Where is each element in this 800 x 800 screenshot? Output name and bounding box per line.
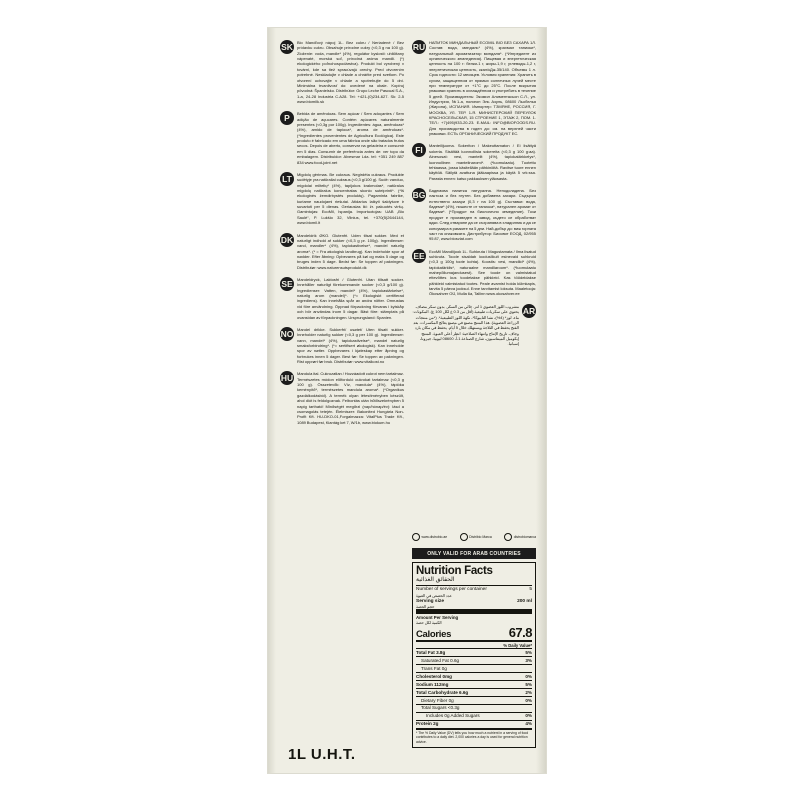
nutrition-title: Nutrition Facts <box>416 565 493 577</box>
daily-value-header: % Daily Value* <box>503 642 532 648</box>
ingredient-text: Bio Mandľový nápoj 1L. Bez cukru / Neriadené / Bez prídavku cukru. Obsahuje prírodne cukry (<0,3 g na 100 g). Zloženie: voda, mandle* (4%), regulátor kyslosti: uhličitany vápenaté, morská soľ, prírodná aróma mandlí. (*) ekologického poľnohospodárstva). Produkt bol vyrobený v továrni, kde sa tiež spracúvajú orechy. Pred otvorením potrebné. Neskladujte v chlade a chráňte pred svetlom. Po otvorení uchovajte v chlade a spotrebujte do 5 dní. Minimálna trvanlivosť do: uvedené na obale. Kopíruj pôvodná: Španielsko. Distribútor: Grupo Leche Pascual S.A., 1-a, 24-28 Industria C.A28. Tel: +421-(0)234-627. Sk: 2-5 www.biomilk.sk <box>297 40 404 104</box>
language-block-ee <box>412 249 536 297</box>
country-code-badge: HU <box>280 373 294 384</box>
language-block-hu <box>280 371 404 425</box>
language-block-lt <box>280 172 404 226</box>
ingredient-text: Migdolų gėrimas. Be cukraus. Negirdėta cukraus. Produkte sudėtyje yra natūraliai cukraus (<0,3 g/100 g). Sudė: vanduo, migdolai miltelių* (4%), tapijokos krakmolas*, natūralus migdolų natūralus koncentratas skonio suteiprinti*. (*Iš ekologinės žemdirbystės produktų). Pagaminta fabrike, kuriame naudojami riešutai. Atidarius laikyti šaldytuve ir suvartoti per 5 dienas. Geriausias iki: žr. pakuotės viršų. Gamintojas: EcoMil, Ispanija. Importuotojas: UAB „Bio Saulė“, P. Lukšio 32, Vilnius, tel. +370(5)2644144, www.biomil.lt <box>297 171 404 226</box>
language-block-p <box>280 111 404 165</box>
ingredient-text: EcoMil Mandlijook 1L. Suhkruta / Magustamata / Ilma lisatud suhkruta. Toode sisaldab looduslikult esinevaid suhkruid (<0,3 g 100g toote kohta). Koostis: vesi, mandlid* (4%), tapiokatärklis*, naturaalne mandliaroom*. (*luomulaatu mahepõllumajandusest). See toode on valmistatud ettevõttes kus toodetakse pähkleid. Kas töödeldakse pähkleid valmistatud tootes. Peale avamist hoida külmkapis, tarvita 5 päeva jooksul. Enne tarvitamist loksuta. Maaletooja: Ökosahver OÜ, Mulla 6a, Tallinn www.okosahver.ee <box>429 248 536 297</box>
serving-size-value: 200 ml <box>517 598 532 604</box>
nutrition-title-arabic: الحقائق الغذائية <box>416 577 455 584</box>
volume-label: 1L U.H.T. <box>288 746 356 763</box>
product-carton-panel <box>268 28 546 773</box>
nutrient-label: Includes 0g Added Sugars <box>426 713 480 719</box>
distributor-logo-label: www.distrobio.ae <box>421 535 448 539</box>
right-language-column <box>412 40 536 354</box>
nutrient-dv: 5% <box>525 681 532 687</box>
country-code-badge: FI <box>412 143 426 157</box>
ingredient-text: Бадемова напитка натурална. Неподсладена. Без лактоза и без глутен. Без добавена захари. Съдържа естествено захари (0,3 г на 100 g). Съставки: вода, бадеми* (4%), нишесте от тапиока*, натурален аромат от бадеми*. (*Продукт на биологично земеделие). Този продукт е произведен в завод, където се обработват ядки. След отваряне да се съхранява в хладилник и да се консумира в рамките на 5 дни. Най-добър до: виж горната част на опаковката. Дистрибутор: Биосвят ЕООД, 02/955 95 87, www.biosviat.com <box>429 187 536 242</box>
ingredient-text: Bebida de amêndoas. Sem açúcar / Sem adoçantes / Sem adição de açucares. Contém açúcares naturalmente presentes (<0,3g por 100g). Ingredientes: água, amêndoas* (4%), amido de tapioca*, aroma de amêndoas*. (*Ingredientes provenientes de Agricultura Ecológica). Este produto é fabricado em uma fábrica onde são tratados frutos secos. Depois de aberto, conservar na geladeira e consumir em 5 dias. Consumir de preferência antes de: ver topo da embalagem. Distribuidor: Alvesmar Lda. tel: +351 249 887 834 www.food-joint.net <box>297 111 404 165</box>
nutrient-dv: 0% <box>525 697 532 703</box>
serving-size-row <box>416 598 532 605</box>
nutrient-row <box>416 713 532 720</box>
nutrient-label: Sodium 112mg <box>416 681 449 687</box>
country-code-badge: NO <box>280 328 294 339</box>
servings-per-container-value: 5 <box>529 587 532 593</box>
language-block-sk <box>280 40 404 104</box>
serving-size-arabic: حجم الحصة <box>416 605 435 610</box>
nutrient-dv: 5% <box>525 650 532 656</box>
nutrient-label: Protein 2g <box>416 721 439 727</box>
nutrient-row <box>416 673 532 680</box>
language-block-dk <box>280 233 404 271</box>
leaf-icon <box>460 533 468 541</box>
distributor-logo-3 <box>504 533 536 541</box>
nutrition-footnote: * The % Daily Value (DV) tells you how much a nutrient in a serving of food contributes to a daily diet. 2,000 calories a day is used for general nutrition advice. <box>416 731 529 744</box>
calories-label: Calories <box>416 629 452 641</box>
arab-countries-banner: ONLY VALID FOR ARAB COUNTRIES <box>412 548 536 559</box>
nutrient-dv: 0% <box>525 713 532 719</box>
nutrient-row <box>416 657 532 664</box>
servings-per-container-arabic: عدد الحصص في العبوة <box>416 593 452 598</box>
instagram-icon <box>504 533 512 541</box>
country-code-badge: EE <box>413 250 425 261</box>
nutrient-dv: 2% <box>525 689 532 695</box>
nutrient-dv: 4% <box>525 721 532 727</box>
country-code-badge: SK <box>281 42 293 52</box>
nutrient-label: Total Fat 3.8g <box>416 650 446 656</box>
ingredient-text: Mandula ital. Cukrozatlan / Hozzáadott cukrot nem tartalmaz. Természetes módon előforduló cukrokat tartalmaz (<0,3 g 100 g). Összetevők: Víz, mandula* (4%), tápióka keményítő*, természetes mandula aroma*. (*Organikus gazdálkodásból). A termék olyan létesítményben készült, ahol diót is feldolgoznak. Felbontás után hűtőszekrényben 5 napig tartható! Minőségét megőrzi (nap/hónap/év): lásd a csomagolás tetején. Élelmiszer: Bakonited Hungária Non-Profit Kft. HU-DKO-01,Forgalmazza: VitalPlus Trade Kft., 1089 Budapest, Kiantág ket 7, W/1b, www.biokum.hu <box>297 371 404 425</box>
nutrient-dv: 3% <box>525 657 532 663</box>
distributor-logo-label: Distribio Marca <box>469 535 492 539</box>
country-code-badge: BG <box>412 189 426 200</box>
amount-per-serving-label: Amount Per Serving <box>416 615 459 621</box>
nutrient-label: Total Sugars <0.3g <box>421 705 460 711</box>
ingredient-text: Mandeldrik ØKO. Glutenfri. Uden tilsat sukker. Med et naturligt indhold af sukker (<0,3 g pr. 100g). Ingredienser: vand, mandler* (4%), tapiokastivelse*, mandel naturlig aroma*. (* = Fra økologisk landbrug). Kan indeholde spor af nødder. Efter åbning: Opbevares på køl og maks 5 dage og bruges inden 5 dage. Bedst før: Se toppen af pakningen. Distributør: www.naturensutsprodukt.dk <box>297 232 404 270</box>
ingredient-text: مشروب اللوز العضوي 1 لتر. خالي من السكر. بدون سكر مضاف. يحتوي على سكريات طبيعية (أقل من 0.3 غ لكل 100 غ). المكونات: ماء، لوز* (4%)، نشا التابيوكا*، نكهة اللوز الطبيعية*. (*من منتجات الزراعة العضوية). هذا المنتج مصنع في مصنع يعالج المكسرات. بعد الفتح يحفظ في الثلاجة ويستهلك خلال 5 أيام. يحفظ في مكان بارد وجاف. تاريخ الإنتاج وانتهاء الصلاحية: انظر أعلى العبوة. المنتج: إيكوميل ألمينتاسيون، شارع الصناعة 1-أ، 08600 ليوبيا، جيرونا، إسبانيا. <box>412 303 519 347</box>
nutrient-label: Trans Fat 0g <box>421 665 447 671</box>
nutrient-row <box>416 697 532 704</box>
distributor-logo-1 <box>412 533 447 541</box>
nutrient-row <box>416 649 532 656</box>
nutrient-row <box>416 665 532 672</box>
left-language-column <box>280 40 404 432</box>
nutrient-label: Total Carbohydrate 6.6g <box>416 689 469 695</box>
distributor-logo-2 <box>460 533 492 541</box>
country-code-badge: AR <box>522 305 536 316</box>
ingredient-text: Mandel drikke. Sukkerfri/ usøtet/ Uten tilsatt sukker. Inneholder naturlig sukker (<0,3 g per 100 g). Ingredienser: vann, mandel* (4%), tapiokastivelse*, mandel naturlig smaksforbindring*. (*= sertifisert økologisk). Kan inneholde spor av nøtter. Oppbevares i kjøleskap etter åpning og forbrukes innen 5 dager. Best før: Se toppen av pakningen. Rist opprørt før bruk. Distributør: www.vitalkost.no <box>297 326 404 365</box>
nutrient-row <box>416 681 532 688</box>
nutrient-label: Dietary Fiber 0g <box>421 697 454 703</box>
globe-icon <box>412 533 420 541</box>
language-block-ar <box>412 304 536 347</box>
language-block-ru <box>412 40 536 136</box>
nutrient-dv: 0% <box>525 673 532 679</box>
nutrient-row <box>416 689 532 696</box>
language-block-bg <box>412 188 536 242</box>
amount-per-serving-arabic: الكمية لكل حصة <box>416 621 442 626</box>
serving-size-label: Serving size <box>416 598 444 604</box>
country-code-badge: SE <box>281 279 293 290</box>
nutrient-label: Cholesterol 0mg <box>416 673 452 679</box>
country-code-badge: RU <box>412 42 426 52</box>
ingredient-text: Mandeldryck, Laktosfri / Glutenfri. Utan tillsatt socker. Innehåller naturligt förekommande socker (<0,3 g/100 g). Ingredienser: Vatten, mandel* (4%), tapiokastärkelse*, naturlig arom (mandel)*. (*= Ekologiskt certifierad ingrediens). Kan innehålla spår av andra nötter. Omrustas vid före användning. Öppnad förpackning förvaras i kylskåp och bör användas inom 5 dagar. Bäst före: stämplats på ovansidan av förpackningen. Ursprungsland: Spanien. <box>297 277 404 320</box>
language-block-fi <box>412 143 536 181</box>
ingredient-text: Manteilijuoma. Sokeriton / Makeuttamaton / Ei lisättyä sokeria. Sisältää luonnollisia sokereita (<0,3 g 100 g:aa). Ainesosat: vesi, mantelit (4%), tapiokatärkkelys*, luonnollinen mantelinaromi*. (*luomulaatu). Tuotettu tehtaassa, jossa käsitellään pähkinöitä. Ravitse tuore ennen käyttöä. Säilytä avattuna jääkaapissa ja käytä 5 vrk:ssa. Parasta ennen: katso pakkauksen yläosasta. <box>429 143 536 181</box>
servings-per-container-row <box>416 586 532 593</box>
nutrient-label: Saturated Fat 0.6g <box>421 657 460 663</box>
calories-row <box>416 625 532 640</box>
language-block-se <box>280 277 404 320</box>
nutrient-row <box>416 705 532 712</box>
nutrient-row <box>416 721 532 728</box>
ingredient-text: НАПИТОК МИНДАЛЬНЫЙ ECOMIL BIO БЕЗ САХАРА 1Л. Состав: вода, миндаль* (4%), крахмал тапиоки*, натуральный ароматизатор миндаля*. (*Ингредиент из органического земледелия). Пищевая и энергетическая ценность на 100 г: белки-1 г, жиры-1,9 г, углеводы-1,2 г, энергетическая ценность, ккал/кДж-35/140. Объемы 1 л. Срок годности: 12 месяцев. Условия хранения: Хранить в сухом, защищенном от прямых солнечных лучей месте при температуре от +1°С до 25°С. После вскрытия упаковки хранить в охлаждённом и употребить в течение 5 дней. Производитель: Экомил Алиментасьон С.Л., ул. Индустрия, №1-а, полигон Эль Азуль, 08600 Льобелья (Жирона), ИСПАНИЯ. Импортер: ТЗМЯНЕ, РОССИЯ, Г. МОСКВА, УЛ. ТЕР. 1-Я. МИНИСТЕРСКИЙ ПЕРЕУЛОК КРАСНОСЕЛЬСКАЯ, 15 СТРОЕНИЕ 1, ЭТАЖ 2, ПОМ. 1. ТЕЛ.: +7(495)933-20-23. E-MAIL: INFO@BIOFOODS.RU. Для производства в годен до: см. на верхней части упаковки. ЕСТЬ ОРГАНИЧЕСКИЙ ПРОДУКТ ЕС. <box>429 40 536 137</box>
language-block-no <box>280 327 404 365</box>
distributor-logos <box>412 533 536 541</box>
calories-value: 67.8 <box>508 625 532 641</box>
servings-per-container-label: Number of servings per container <box>416 587 487 593</box>
country-code-badge: P <box>280 111 294 125</box>
country-code-badge: LT <box>280 172 294 186</box>
distributor-logo-label: distrobiomarca <box>513 535 536 539</box>
nutrition-facts-panel <box>412 562 536 748</box>
country-code-badge: DK <box>280 234 294 245</box>
